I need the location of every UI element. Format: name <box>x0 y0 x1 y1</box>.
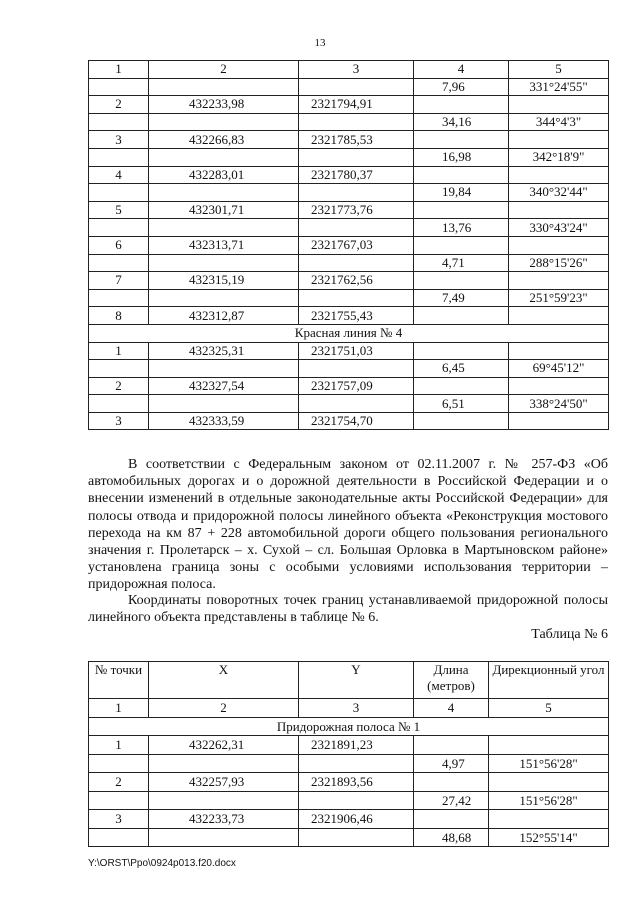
angle-cell <box>509 412 609 430</box>
x-coordinate-cell: 432333,59 <box>149 412 299 430</box>
point-number-cell: 1 <box>89 342 149 360</box>
length-cell: 16,98 <box>414 148 509 166</box>
angle-cell <box>489 773 609 792</box>
table-row <box>89 166 609 184</box>
length-cell: 34,16 <box>414 113 509 131</box>
x-coordinate-cell <box>149 254 299 272</box>
coordinates-table-continued <box>88 60 609 430</box>
angle-cell <box>509 166 609 184</box>
y-coordinate-cell: 2321893,56 <box>299 773 414 792</box>
length-cell: 27,42 <box>414 791 489 810</box>
y-coordinate-cell: 2321751,03 <box>299 342 414 360</box>
point-number-cell <box>89 395 149 413</box>
section-row <box>89 717 609 736</box>
angle-cell <box>509 307 609 325</box>
y-coordinate-cell: 2321762,56 <box>299 272 414 290</box>
point-number-cell: 7 <box>89 272 149 290</box>
length-cell <box>414 96 509 114</box>
point-number-cell: 6 <box>89 236 149 254</box>
y-coordinate-cell <box>299 78 414 96</box>
length-cell: 4 <box>414 61 509 79</box>
x-coordinate-cell <box>149 219 299 237</box>
angle-cell: 342°18'9" <box>509 148 609 166</box>
table-row <box>89 307 609 325</box>
length-cell <box>414 201 509 219</box>
table-row <box>89 201 609 219</box>
point-number-cell: 3 <box>89 412 149 430</box>
table-row <box>89 810 609 829</box>
table-row <box>89 131 609 149</box>
page-number: 13 <box>314 37 326 49</box>
point-number-cell: 1 <box>89 61 149 79</box>
x-coordinate-cell: 432233,98 <box>149 96 299 114</box>
x-coordinate-cell: 432283,01 <box>149 166 299 184</box>
angle-cell <box>509 272 609 290</box>
y-coordinate-cell: 2321906,46 <box>299 810 414 829</box>
point-number-cell <box>89 78 149 96</box>
y-coordinate-cell: 2321757,09 <box>299 377 414 395</box>
table-row <box>89 236 609 254</box>
length-cell <box>414 342 509 360</box>
x-header: X <box>149 662 299 699</box>
point-number-cell: 2 <box>89 377 149 395</box>
length-cell: 13,76 <box>414 219 509 237</box>
length-cell <box>414 131 509 149</box>
table-row <box>89 754 609 773</box>
point-number-cell: 3 <box>89 810 149 829</box>
x-coordinate-cell <box>149 148 299 166</box>
angle-cell: 288°15'26" <box>509 254 609 272</box>
length-cell: 7,49 <box>414 289 509 307</box>
angle-cell: 5 <box>509 61 609 79</box>
x-coordinate-cell <box>149 754 299 773</box>
y-coordinate-cell: 2321754,70 <box>299 412 414 430</box>
length-cell <box>414 166 509 184</box>
x-coordinate-cell: 432257,93 <box>149 773 299 792</box>
point-number-cell <box>89 791 149 810</box>
roadside-strip-table <box>88 661 609 847</box>
length-cell: 48,68 <box>414 828 489 847</box>
y-coordinate-cell: 2321773,76 <box>299 201 414 219</box>
table-row <box>89 377 609 395</box>
length-cell <box>414 307 509 325</box>
y-coordinate-cell <box>299 289 414 307</box>
y-coordinate-cell <box>299 184 414 202</box>
file-path-footer: Y:\ORST\Ppo\0924p013.f20.docx <box>88 858 236 869</box>
length-cell: 4,97 <box>414 754 489 773</box>
section-title: Придорожная полоса № 1 <box>89 717 609 736</box>
point-number-cell <box>89 184 149 202</box>
y-coordinate-cell <box>299 254 414 272</box>
x-coordinate-cell <box>149 113 299 131</box>
angle-cell: 152°55'14" <box>489 828 609 847</box>
table-row <box>89 289 609 307</box>
length-cell <box>414 236 509 254</box>
point-number-cell <box>89 289 149 307</box>
angle-cell: 69°45'12" <box>509 360 609 378</box>
y-header: Y <box>299 662 414 699</box>
x-coordinate-cell: 2 <box>149 61 299 79</box>
table-row <box>89 254 609 272</box>
y-coordinate-cell: 2321794,91 <box>299 96 414 114</box>
point-number-cell <box>89 254 149 272</box>
table-row <box>89 736 609 755</box>
point-number-cell <box>89 148 149 166</box>
y-coordinate-cell <box>299 395 414 413</box>
table-row <box>89 412 609 430</box>
point-number-cell <box>89 113 149 131</box>
point-number-cell: 3 <box>89 131 149 149</box>
length-cell: 6,45 <box>414 360 509 378</box>
angle-cell: 5 <box>489 699 609 718</box>
column-number-row <box>89 61 609 79</box>
length-cell: 19,84 <box>414 184 509 202</box>
x-coordinate-cell: 432266,83 <box>149 131 299 149</box>
point-number-cell: 4 <box>89 166 149 184</box>
table-row <box>89 96 609 114</box>
table-row <box>89 272 609 290</box>
x-coordinate-cell <box>149 289 299 307</box>
length-cell: 4 <box>414 699 489 718</box>
x-coordinate-cell: 432315,19 <box>149 272 299 290</box>
y-coordinate-cell: 3 <box>299 699 414 718</box>
table-row <box>89 342 609 360</box>
y-coordinate-cell <box>299 219 414 237</box>
angle-cell <box>509 377 609 395</box>
point-number-cell: 8 <box>89 307 149 325</box>
table-row <box>89 219 609 237</box>
table-row <box>89 113 609 131</box>
header-row <box>89 662 609 699</box>
y-coordinate-cell <box>299 791 414 810</box>
x-coordinate-cell: 432327,54 <box>149 377 299 395</box>
table-row <box>89 828 609 847</box>
length-cell <box>414 773 489 792</box>
point-number-header: № точки <box>89 662 149 699</box>
table-row <box>89 360 609 378</box>
point-number-cell <box>89 754 149 773</box>
angle-cell: 251°59'23" <box>509 289 609 307</box>
table-row <box>89 773 609 792</box>
x-coordinate-cell: 432301,71 <box>149 201 299 219</box>
angle-cell: 331°24'55" <box>509 78 609 96</box>
x-coordinate-cell <box>149 360 299 378</box>
angle-cell <box>489 810 609 829</box>
y-coordinate-cell: 2321780,37 <box>299 166 414 184</box>
table-row <box>89 791 609 810</box>
y-coordinate-cell: 2321891,23 <box>299 736 414 755</box>
x-coordinate-cell: 432312,87 <box>149 307 299 325</box>
x-coordinate-cell <box>149 828 299 847</box>
x-coordinate-cell <box>149 395 299 413</box>
length-cell: 4,71 <box>414 254 509 272</box>
length-cell <box>414 377 509 395</box>
length-cell <box>414 736 489 755</box>
table-row <box>89 78 609 96</box>
coordinates-intro-paragraph: Координаты поворотных точек границ устанавливаемой придорожной полосы линейного объекта представлены в таблице № 6. <box>88 593 608 626</box>
column-number-row <box>89 699 609 718</box>
x-coordinate-cell: 432313,71 <box>149 236 299 254</box>
angle-cell <box>509 342 609 360</box>
angle-cell <box>509 236 609 254</box>
x-coordinate-cell: 432262,31 <box>149 736 299 755</box>
point-number-cell: 5 <box>89 201 149 219</box>
y-coordinate-cell: 3 <box>299 61 414 79</box>
point-number-cell: 2 <box>89 96 149 114</box>
angle-cell: 151°56'28" <box>489 791 609 810</box>
x-coordinate-cell: 432233,73 <box>149 810 299 829</box>
x-coordinate-cell: 432325,31 <box>149 342 299 360</box>
point-number-cell <box>89 219 149 237</box>
angle-cell: 151°56'28" <box>489 754 609 773</box>
length-cell <box>414 810 489 829</box>
length-header: Длина (метров) <box>414 662 489 699</box>
y-coordinate-cell: 2321767,03 <box>299 236 414 254</box>
point-number-cell: 1 <box>89 736 149 755</box>
table-row <box>89 184 609 202</box>
point-number-cell: 1 <box>89 699 149 718</box>
angle-cell <box>509 201 609 219</box>
angle-cell <box>509 131 609 149</box>
table-row <box>89 395 609 413</box>
angle-cell <box>509 96 609 114</box>
section-row <box>89 324 609 342</box>
angle-header: Дирекционный угол <box>489 662 609 699</box>
angle-cell <box>489 736 609 755</box>
length-cell <box>414 412 509 430</box>
y-coordinate-cell: 2321755,43 <box>299 307 414 325</box>
angle-cell: 344°4'3" <box>509 113 609 131</box>
point-number-cell <box>89 828 149 847</box>
table-row <box>89 148 609 166</box>
y-coordinate-cell: 2321785,53 <box>299 131 414 149</box>
section-title: Красная линия № 4 <box>89 324 609 342</box>
x-coordinate-cell <box>149 184 299 202</box>
legal-paragraph: В соответствии с Федеральным законом от 02.11.2007 г. № 257-ФЗ «Об автомобильных дорогах и о дорожной деятельности в Российской Федерации и о внесении изменений в отдельные законодательные акты Российской Федерации» для полосы отвода и придорожной полосы линейного объекта «Реконструкция мостового перехода на км 87 + 228 автомобильной дороги общего пользования регионального значения г. Пролетарск – х. Сухой – сл. Большая Орловка в Мартыновском районе» установлена граница зоны с особыми условиями использования территории – придорожная полоса. <box>88 457 608 593</box>
point-number-cell <box>89 360 149 378</box>
x-coordinate-cell: 2 <box>149 699 299 718</box>
y-coordinate-cell <box>299 360 414 378</box>
y-coordinate-cell <box>299 828 414 847</box>
point-number-cell: 2 <box>89 773 149 792</box>
table-caption: Таблица № 6 <box>531 627 608 642</box>
y-coordinate-cell <box>299 113 414 131</box>
angle-cell: 330°43'24" <box>509 219 609 237</box>
angle-cell: 340°32'44" <box>509 184 609 202</box>
x-coordinate-cell <box>149 78 299 96</box>
length-cell: 6,51 <box>414 395 509 413</box>
y-coordinate-cell <box>299 754 414 773</box>
angle-cell: 338°24'50" <box>509 395 609 413</box>
length-cell <box>414 272 509 290</box>
y-coordinate-cell <box>299 148 414 166</box>
x-coordinate-cell <box>149 791 299 810</box>
length-cell: 7,96 <box>414 78 509 96</box>
